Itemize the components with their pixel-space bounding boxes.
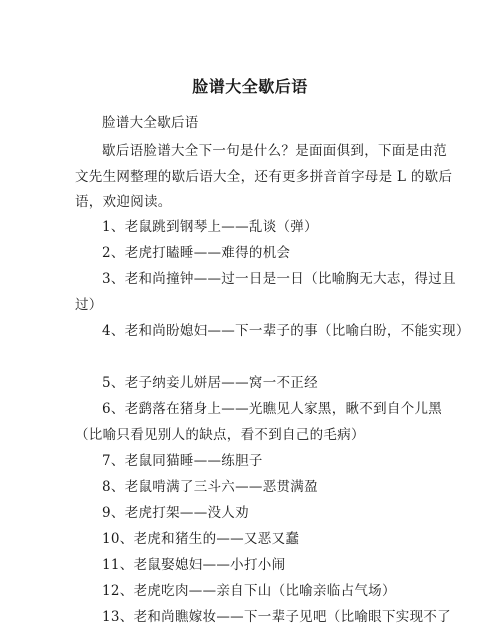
list-item-12: 12、老虎吃肉——亲自下山（比喻亲临占气场） <box>102 583 396 599</box>
list-item-3-cont: 过） <box>75 297 103 313</box>
list-item-5: 5、老子纳妾儿姘居——窝一不正经 <box>102 375 318 391</box>
list-item-6-cont: （比喻只看见别人的缺点，看不到自己的毛病） <box>75 427 365 443</box>
list-item-10: 10、老虎和猪生的——又恶又蠢 <box>102 531 300 547</box>
intro-line-3: 语，欢迎阅读。 <box>75 194 172 210</box>
list-item-6: 6、老鹞落在猪身上——光瞧见人家黑，瞅不到自个儿黑 <box>102 401 443 417</box>
list-item-13: 13、老和尚瞧嫁妆——下一辈子见吧（比喻眼下实现不了 <box>102 609 451 625</box>
document-title: 脸谱大全歇后语 <box>192 77 308 96</box>
intro-line-2: 文先生网整理的歇后语大全，还有更多拼音首字母是 L 的歇后 <box>75 169 453 185</box>
list-item-3: 3、老和尚撞钟——过一日是一日（比喻胸无大志，得过且 <box>102 271 456 287</box>
intro-line-1: 歇后语脸谱大全下一句是什么？是面面俱到，下面是由范 <box>102 143 447 159</box>
list-item-4: 4、老和尚盼媳妇——下一辈子的事（比喻白盼，不能实现） <box>102 323 470 339</box>
subtitle-line: 脸谱大全歇后语 <box>102 115 199 131</box>
list-item-11: 11、老鼠娶媳妇——小打小闹 <box>102 557 286 573</box>
list-item-8: 8、老鼠啃满了三斗六——恶贯满盈 <box>102 479 318 495</box>
list-item-1: 1、老鼠跳到钢琴上——乱谈（弹） <box>102 219 318 235</box>
list-item-9: 9、老虎打架——没人劝 <box>102 505 249 521</box>
list-item-7: 7、老鼠同猫睡——练胆子 <box>102 453 263 469</box>
list-item-2: 2、老虎打瞌睡——难得的机会 <box>102 245 291 261</box>
